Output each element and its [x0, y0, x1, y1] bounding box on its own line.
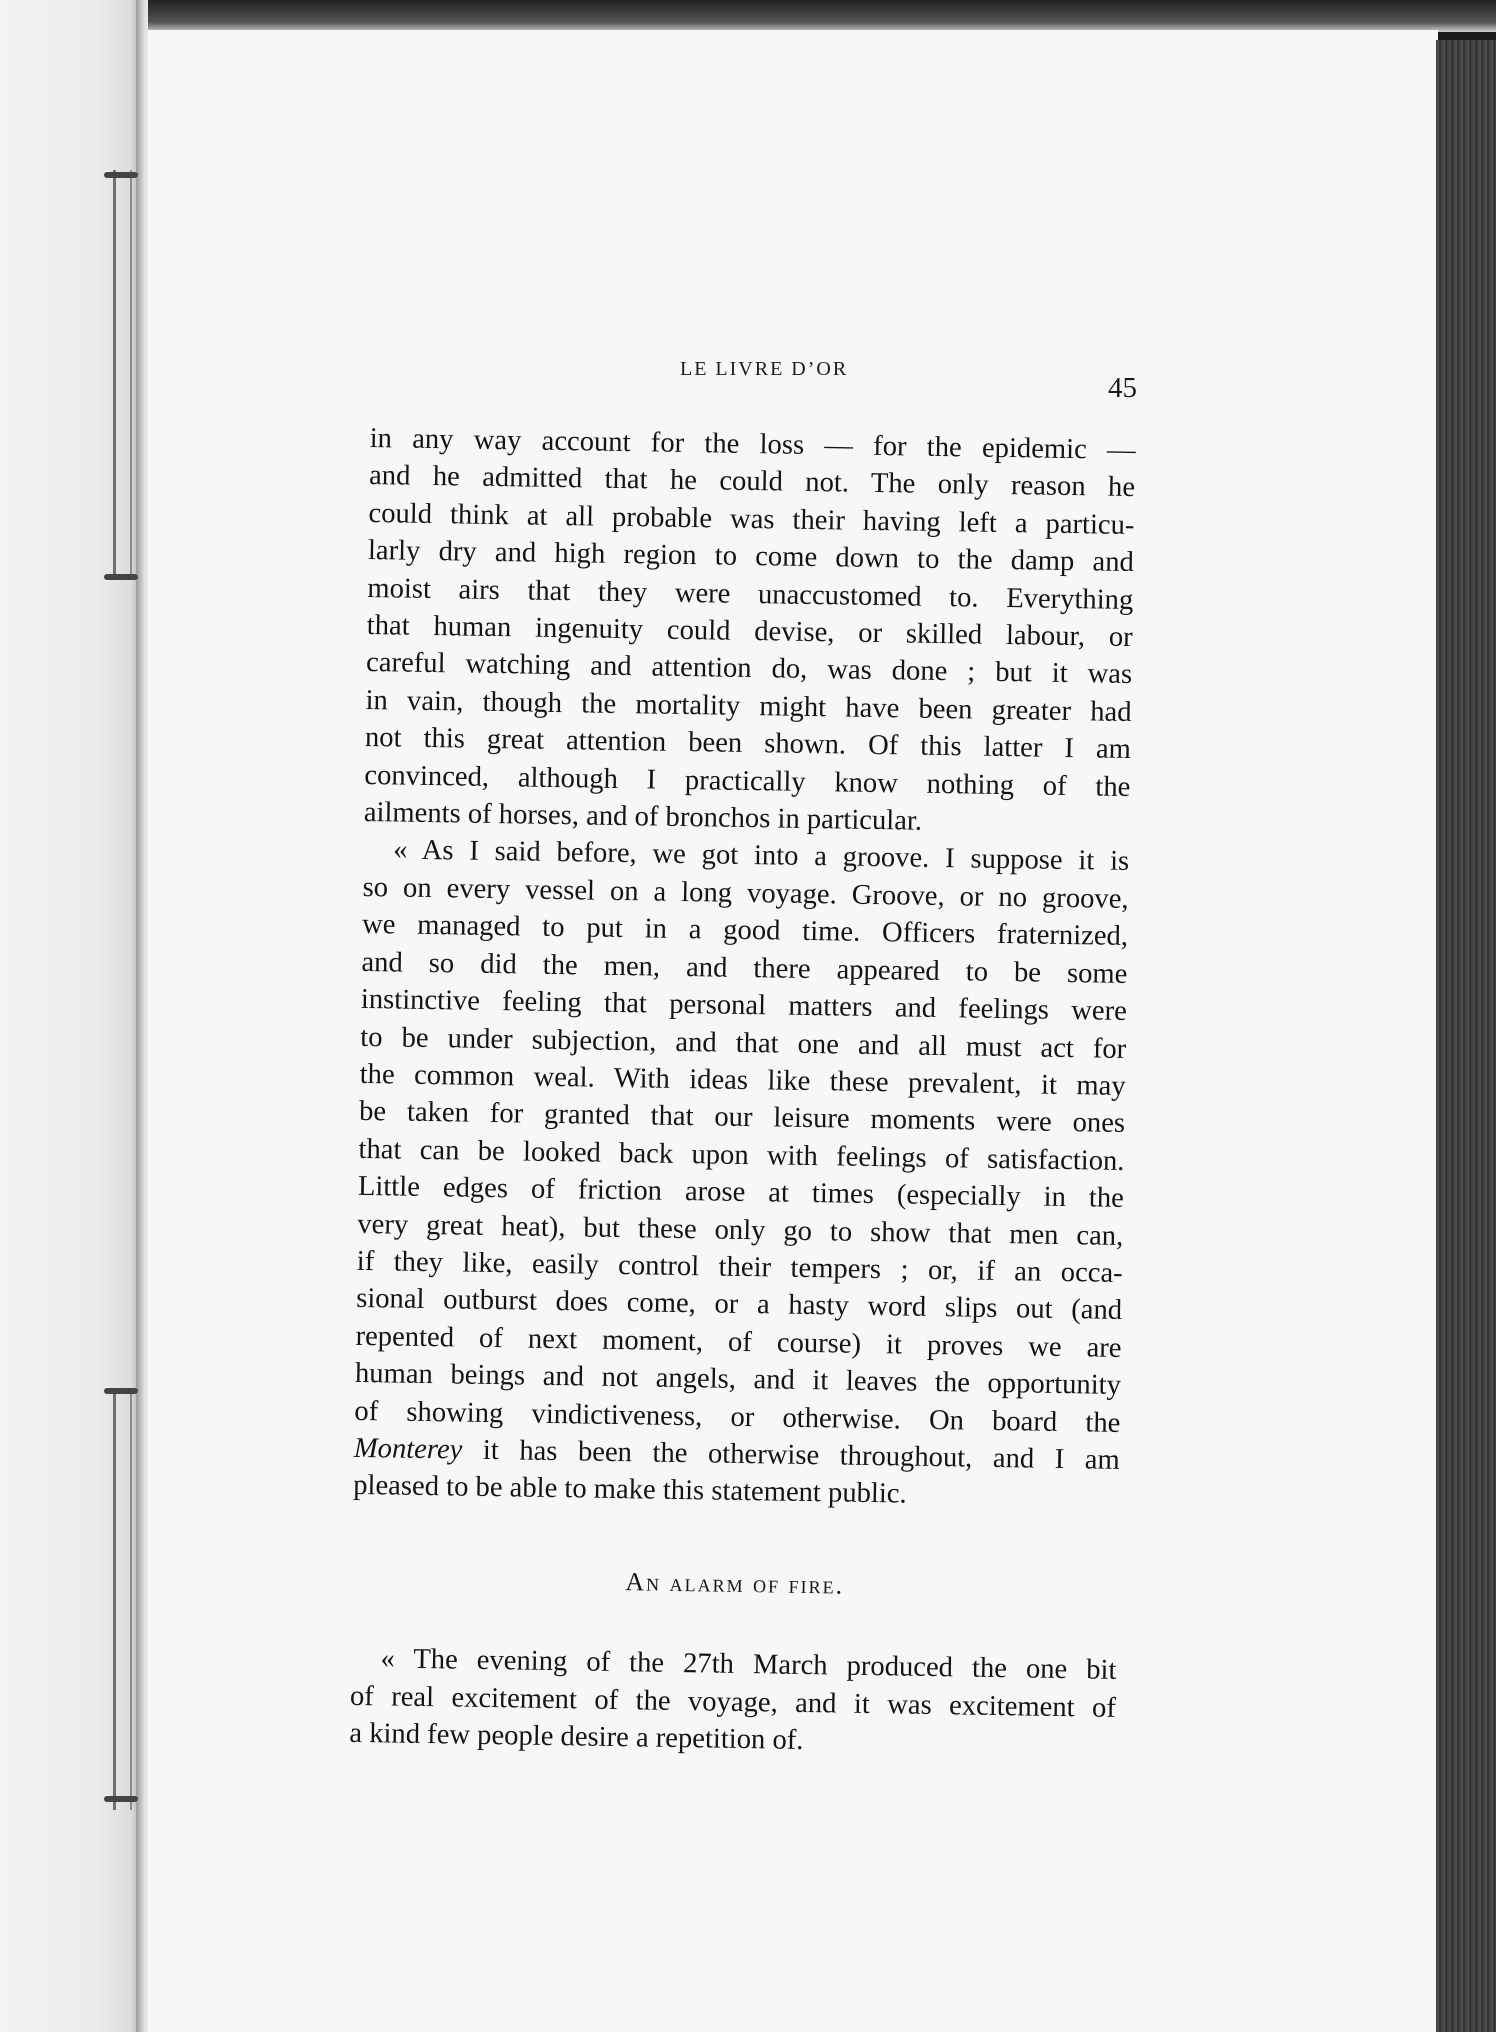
text-line: very great heat), but these only go to show that men can,: [357, 1208, 1124, 1252]
text-line: sional outburst does come, or a hasty word slips out (and: [355, 1283, 1123, 1327]
text-line: so on every vessel on a long voyage. Groove, or no groove,: [362, 871, 1129, 915]
page-number: 45: [1108, 372, 1137, 404]
book-top-edge: [148, 0, 1496, 32]
text-line: instinctive feeling that personal matters and feelings were: [360, 984, 1128, 1028]
text-line: « The evening of the 27th March produced the one bit: [380, 1643, 1117, 1687]
book-fore-edge: [1436, 40, 1496, 2032]
text-line: not this great attention been shown. Of this latter I am: [364, 722, 1132, 766]
text-line: human beings and not angels, and it leaves the opportunity: [354, 1358, 1122, 1402]
text-line: « As I said before, we got into a groove. I suppose it is: [392, 834, 1130, 878]
running-head: LE LIVRE D’OR: [680, 358, 849, 380]
text-line: Little edges of friction arose at times (especially in the: [357, 1171, 1125, 1215]
text-line: that human ingenuity could devise, or skilled labour, or: [366, 610, 1133, 654]
text-line: that can be looked back upon with feelings of satisfaction.: [358, 1133, 1125, 1177]
text-line: pleased to be able to make this statement public.: [353, 1470, 907, 1510]
text-line: in vain, though the mortality might have been greater had: [365, 684, 1132, 728]
text-line: we managed to put in a good time. Officers fraternized,: [361, 909, 1129, 953]
text-line: convinced, although I practically know nothing of the: [364, 759, 1131, 803]
body-text: [349, 420, 1136, 1764]
text-line: larly dry and high region to come down to the damp and: [367, 535, 1135, 579]
binding-knot: [104, 172, 138, 178]
text-line: ailments of horses, and of bronchos in particular.: [363, 797, 923, 837]
text-line: and so did the men, and there appeared to be some: [361, 946, 1128, 990]
text-line: moist airs that they were unaccustomed to. Everything: [367, 572, 1134, 616]
text-line: of showing vindictiveness, or otherwise. On board the: [354, 1395, 1121, 1439]
text-line: could think at all probable was their having left a particu-: [368, 497, 1135, 541]
ship-name-italic: Monterey: [353, 1432, 463, 1466]
text-line: if they like, easily control their tempers ; or, if an occa-: [356, 1245, 1123, 1289]
text-line: the common weal. With ideas like these prevalent, it may: [359, 1058, 1126, 1102]
text-line: in any way account for the loss — for the epidemic —: [369, 422, 1136, 467]
binding-knot: [104, 1796, 138, 1802]
text-line: be taken for granted that our leisure moments were ones: [358, 1096, 1126, 1140]
text-line: careful watching and attention do, was done ; but it was: [365, 647, 1133, 691]
binding-thread-upper: [113, 170, 132, 580]
text-line-rest: it has been the otherwise throughout, and I am: [462, 1434, 1120, 1476]
binding-knot: [104, 1388, 138, 1394]
binding-knot: [104, 574, 138, 580]
text-line: of real excitement of the voyage, and it was excitement of: [349, 1680, 1117, 1724]
text-line: and he admitted that he could not. The only reason he: [368, 460, 1136, 504]
text-line: repented of next moment, of course) it proves we are: [355, 1320, 1122, 1364]
text-line: a kind few people desire a repetition of.: [349, 1717, 804, 1756]
text-line: to be under subjection, and that one and all must act for: [360, 1021, 1127, 1065]
section-heading: An alarm of fire.: [625, 1566, 845, 1600]
binding-thread-lower: [113, 1390, 132, 1810]
